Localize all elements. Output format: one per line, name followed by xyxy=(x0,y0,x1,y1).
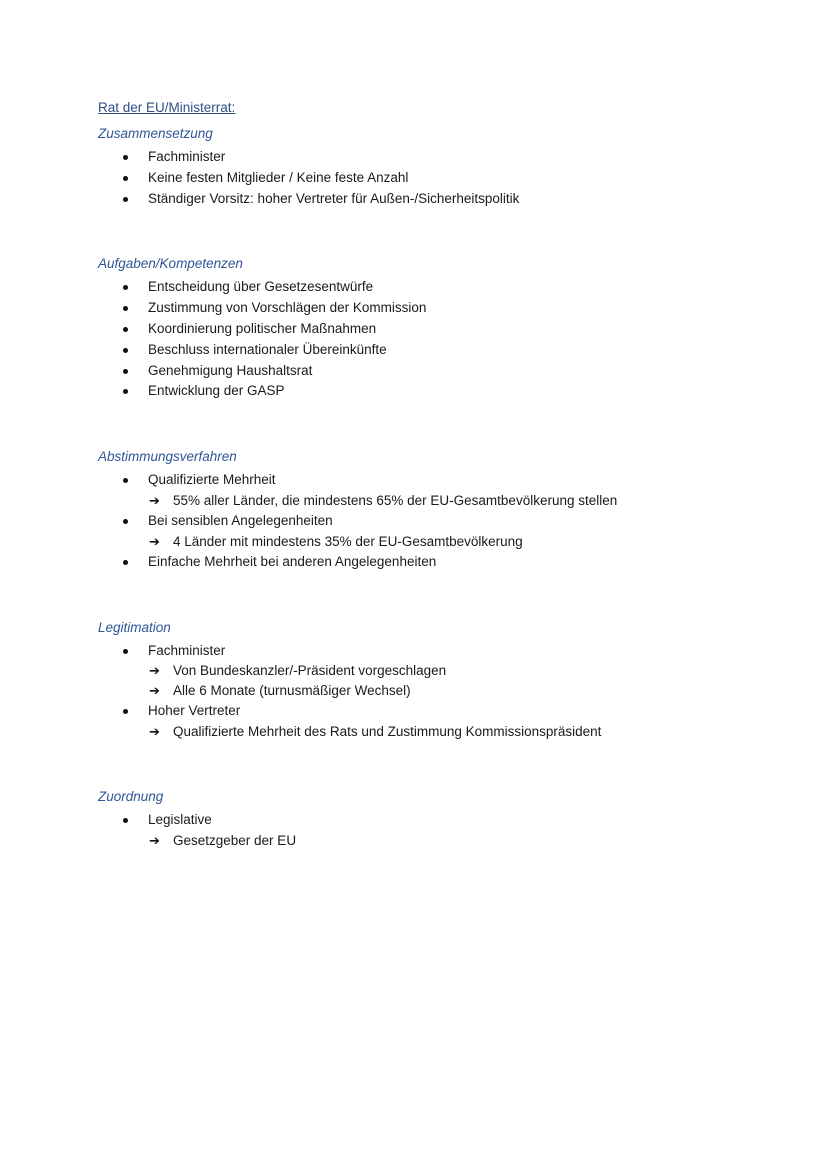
arrow-item xyxy=(148,532,738,552)
arrow-item xyxy=(148,661,738,681)
list-item-text: Keine festen Mitglieder / Keine feste Anzahl xyxy=(148,169,409,185)
list-item-text: Bei sensiblen Angelegenheiten xyxy=(148,512,333,528)
arrow-right-icon: ➔ xyxy=(149,492,160,508)
bullet-dot xyxy=(123,285,128,290)
list-item xyxy=(98,381,738,402)
section-legitimation xyxy=(98,619,738,743)
arrow-right-icon: ➔ xyxy=(149,663,160,679)
list-item xyxy=(98,701,738,742)
section-heading: Zuordnung xyxy=(98,789,164,805)
bullet-dot xyxy=(123,306,128,311)
bullet-dot xyxy=(123,176,128,181)
bullet-dot xyxy=(123,519,128,524)
list-item-text: Legislative xyxy=(148,812,212,828)
list-item xyxy=(98,641,738,702)
bullet-list xyxy=(98,641,738,743)
arrow-item xyxy=(148,831,738,851)
arrow-item-text: 4 Länder mit mindestens 35% der EU-Gesamtbevölkerung xyxy=(173,533,523,549)
list-item xyxy=(98,298,738,319)
list-item xyxy=(98,340,738,361)
bullet-dot xyxy=(123,197,128,202)
arrow-item xyxy=(148,491,738,511)
bullet-dot xyxy=(123,327,128,332)
arrow-item xyxy=(148,722,738,742)
list-item-text: Zustimmung von Vorschlägen der Kommission xyxy=(148,300,427,316)
bullet-dot xyxy=(123,348,128,353)
list-item-text: Einfache Mehrheit bei anderen Angelegenheiten xyxy=(148,553,437,569)
arrow-item-text: Alle 6 Monate (turnusmäßiger Wechsel) xyxy=(173,683,411,699)
list-item-text: Genehmigung Haushaltsrat xyxy=(148,362,313,378)
bullet-dot xyxy=(123,389,128,394)
arrow-sublist xyxy=(148,661,738,701)
bullet-dot xyxy=(123,369,128,374)
list-item-text: Beschluss internationaler Übereinkünfte xyxy=(148,341,387,357)
bullet-list xyxy=(98,147,738,209)
bullet-dot xyxy=(123,649,128,654)
arrow-sublist xyxy=(148,831,738,851)
list-item xyxy=(98,511,738,552)
bullet-dot xyxy=(123,818,128,823)
list-item xyxy=(98,189,738,210)
arrow-item-text: 55% aller Länder, die mindestens 65% der EU-Gesamtbevölkerung stellen xyxy=(173,492,618,508)
section-zuordnung xyxy=(98,788,738,851)
arrow-item-text: Gesetzgeber der EU xyxy=(173,832,297,848)
section-zusammensetzung xyxy=(98,125,738,209)
list-item xyxy=(98,319,738,340)
section-heading: Zusammensetzung xyxy=(98,126,213,141)
arrow-right-icon: ➔ xyxy=(149,533,160,549)
section-heading: Legitimation xyxy=(98,619,171,635)
section-heading: Aufgaben/Kompetenzen xyxy=(98,256,243,272)
bullet-dot xyxy=(123,709,128,714)
document-page xyxy=(98,99,738,851)
arrow-right-icon: ➔ xyxy=(149,724,160,740)
list-item-text: Ständiger Vorsitz: hoher Vertreter für Außen-/Sicherheitspolitik xyxy=(148,190,520,206)
list-item-text: Fachminister xyxy=(148,149,226,164)
bullet-dot xyxy=(123,560,128,565)
section-heading: Abstimmungsverfahren xyxy=(98,449,237,465)
list-item xyxy=(98,168,738,189)
list-item xyxy=(98,147,738,168)
list-item xyxy=(98,277,738,298)
bullet-dot xyxy=(123,478,128,483)
list-item xyxy=(98,470,738,511)
section-abstimmungsverfahren xyxy=(98,448,738,572)
arrow-item-text: Von Bundeskanzler/-Präsident vorgeschlagen xyxy=(173,663,447,679)
arrow-sublist xyxy=(148,491,738,511)
list-item xyxy=(98,361,738,382)
list-item-text: Koordinierung politischer Maßnahmen xyxy=(148,320,377,336)
arrow-sublist xyxy=(148,532,738,552)
arrow-item xyxy=(148,681,738,701)
arrow-right-icon: ➔ xyxy=(149,683,160,699)
bullet-dot xyxy=(123,155,128,160)
list-item-text: Entscheidung über Gesetzesentwürfe xyxy=(148,279,374,295)
bullet-list xyxy=(98,810,738,851)
list-item-text: Qualifizierte Mehrheit xyxy=(148,472,276,488)
list-item-text: Entwicklung der GASP xyxy=(148,383,285,399)
document-title: Rat der EU/Ministerrat: xyxy=(98,100,236,115)
bullet-list xyxy=(98,277,738,402)
arrow-sublist xyxy=(148,722,738,742)
list-item xyxy=(98,552,738,573)
list-item xyxy=(98,810,738,851)
arrow-right-icon: ➔ xyxy=(149,832,160,848)
list-item-text: Fachminister xyxy=(148,642,226,658)
bullet-list xyxy=(98,470,738,572)
section-aufgaben-kompetenzen xyxy=(98,255,738,402)
arrow-item-text: Qualifizierte Mehrheit des Rats und Zustimmung Kommissionspräsident xyxy=(173,724,602,740)
list-item-text: Hoher Vertreter xyxy=(148,703,241,719)
